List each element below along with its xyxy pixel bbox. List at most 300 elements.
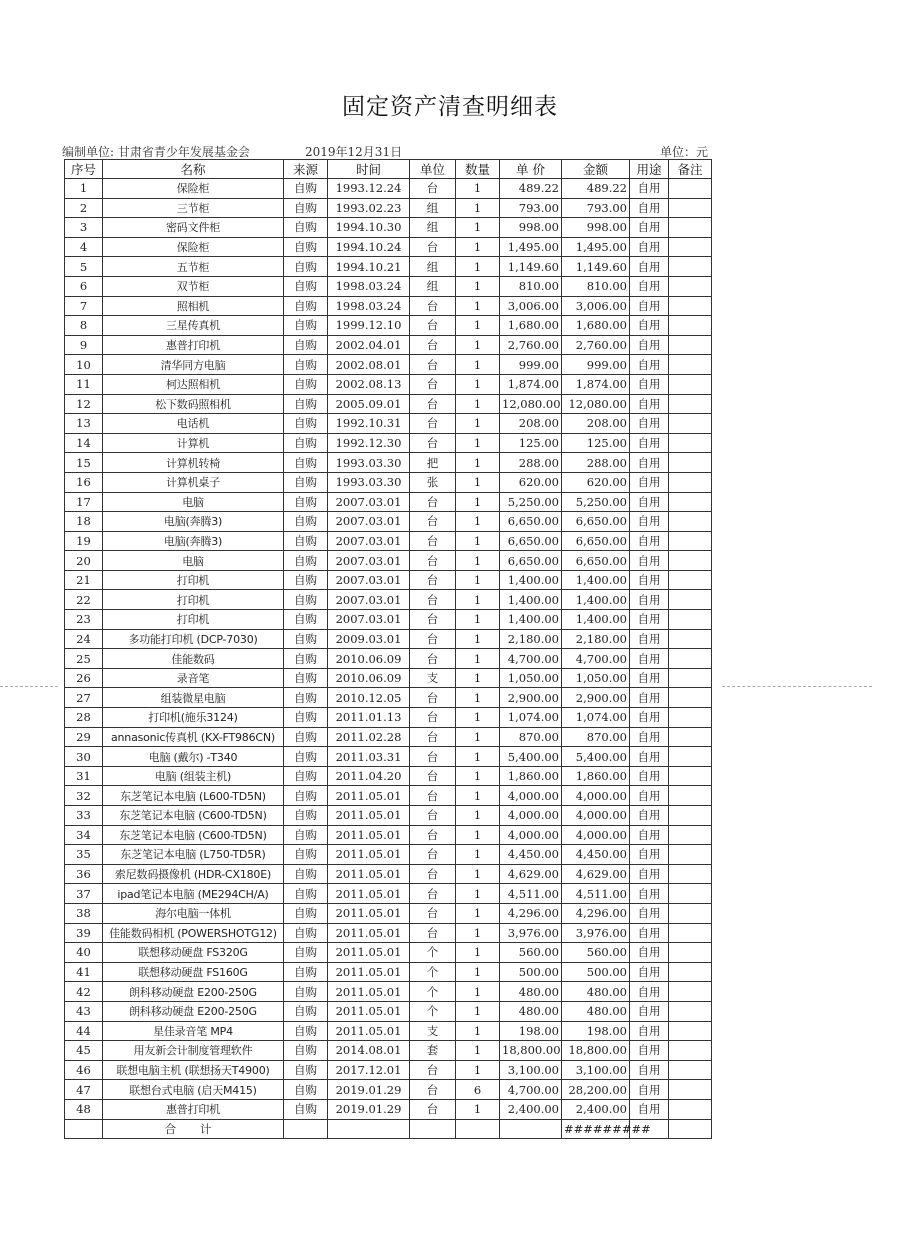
cell-source: 自购 (284, 610, 328, 630)
cell-qty: 1 (456, 747, 500, 767)
cell-note (669, 374, 712, 394)
cell-unit: 台 (410, 394, 456, 414)
cell-unit: 台 (410, 414, 456, 434)
cell-qty: 1 (456, 414, 500, 434)
cell-source: 自购 (284, 649, 328, 669)
cell-qty: 1 (456, 727, 500, 747)
cell-date: 1994.10.21 (328, 257, 410, 277)
cell-source: 自购 (284, 962, 328, 982)
cell-qty: 1 (456, 1001, 500, 1021)
cell-seq: 41 (65, 962, 103, 982)
cell-amount: 2,400.00 (562, 1099, 630, 1119)
cell-price: 4,296.00 (500, 903, 562, 923)
cell-note (669, 962, 712, 982)
cell-amount: 4,000.00 (562, 786, 630, 806)
cell-price: 810.00 (500, 276, 562, 296)
cell-amount: 480.00 (562, 982, 630, 1002)
cell-source: 自购 (284, 296, 328, 316)
cell-qty: 1 (456, 492, 500, 512)
cell-unit: 台 (410, 688, 456, 708)
cell-usage: 自用 (630, 825, 669, 845)
cell-name: ipad笔记本电脑 (ME294CH/A) (103, 884, 284, 904)
table-row (65, 668, 712, 688)
cell-note (669, 923, 712, 943)
cell-price: 18,800.00 (500, 1041, 562, 1061)
header-note: 备注 (669, 160, 712, 179)
table-row (65, 747, 712, 767)
cell-amount: 1,495.00 (562, 237, 630, 257)
cell-note (669, 629, 712, 649)
cell-name: 计算机桌子 (103, 472, 284, 492)
cell-source: 自购 (284, 316, 328, 336)
cell-amount: 810.00 (562, 276, 630, 296)
table-row (65, 864, 712, 884)
cell-note (669, 688, 712, 708)
cell-name: 清华同方电脑 (103, 355, 284, 375)
cell-name: 联想移动硬盘 FS320G (103, 943, 284, 963)
cell-unit: 把 (410, 453, 456, 473)
cell-usage: 自用 (630, 727, 669, 747)
cell-amount: 999.00 (562, 355, 630, 375)
cell-seq: 48 (65, 1099, 103, 1119)
cell-usage: 自用 (630, 335, 669, 355)
cell-note (669, 1001, 712, 1021)
cell-qty: 1 (456, 962, 500, 982)
cell-usage: 自用 (630, 276, 669, 296)
cell-unit: 组 (410, 257, 456, 277)
cell-name: 联想电脑主机 (联想扬天T4900) (103, 1060, 284, 1080)
cell-usage: 自用 (630, 982, 669, 1002)
header-price: 单 价 (500, 160, 562, 179)
cell-unit: 台 (410, 786, 456, 806)
cell-unit: 台 (410, 864, 456, 884)
cell-note (669, 1080, 712, 1100)
table-row (65, 453, 712, 473)
cell-name: 佳能数码 (103, 649, 284, 669)
cell-amount: 5,400.00 (562, 747, 630, 767)
cell-seq: 30 (65, 747, 103, 767)
cell-date: 2011.05.01 (328, 903, 410, 923)
cell-price: 620.00 (500, 472, 562, 492)
cell-seq: 8 (65, 316, 103, 336)
cell-source: 自购 (284, 903, 328, 923)
cell-price: 4,511.00 (500, 884, 562, 904)
table-row (65, 727, 712, 747)
cell-usage: 自用 (630, 590, 669, 610)
cell-usage: 自用 (630, 747, 669, 767)
cell-name: 惠普打印机 (103, 1099, 284, 1119)
table-row (65, 943, 712, 963)
cell-price: 2,400.00 (500, 1099, 562, 1119)
cell-note (669, 1099, 712, 1119)
cell-name: 星佳录音笔 MP4 (103, 1021, 284, 1041)
cell-unit: 台 (410, 316, 456, 336)
cell-amount: 4,700.00 (562, 649, 630, 669)
cell-price: 489.22 (500, 179, 562, 199)
cell-qty: 1 (456, 296, 500, 316)
cell-note (669, 884, 712, 904)
cell-note (669, 982, 712, 1002)
cell-unit: 台 (410, 845, 456, 865)
cell-source: 自购 (284, 394, 328, 414)
table-row (65, 414, 712, 434)
cell-unit: 支 (410, 1021, 456, 1041)
cell-date: 2011.04.20 (328, 766, 410, 786)
cell-note (669, 747, 712, 767)
cell-usage: 自用 (630, 864, 669, 884)
table-row (65, 649, 712, 669)
cell-unit: 个 (410, 962, 456, 982)
cell-note (669, 649, 712, 669)
table-row (65, 1099, 712, 1119)
page-title: 固定资产清查明细表 (342, 94, 558, 120)
cell-usage: 自用 (630, 610, 669, 630)
cell-qty: 1 (456, 629, 500, 649)
cell-note (669, 727, 712, 747)
cell-note (669, 766, 712, 786)
cell-source: 自购 (284, 806, 328, 826)
cell-qty: 1 (456, 198, 500, 218)
cell-unit: 台 (410, 1080, 456, 1100)
cell-date: 1992.12.30 (328, 433, 410, 453)
cell-date: 2007.03.01 (328, 551, 410, 571)
cell-source: 自购 (284, 414, 328, 434)
table-row (65, 962, 712, 982)
cell-amount: 4,450.00 (562, 845, 630, 865)
cell-unit: 组 (410, 276, 456, 296)
table-row (65, 276, 712, 296)
cell-qty: 1 (456, 1021, 500, 1041)
cell-usage: 自用 (630, 845, 669, 865)
cell-amount: 208.00 (562, 414, 630, 434)
table-row (65, 433, 712, 453)
currency-unit: 单位：元 (659, 145, 708, 159)
cell-amount: 1,400.00 (562, 610, 630, 630)
cell-seq: 21 (65, 570, 103, 590)
cell-amount: 1,074.00 (562, 708, 630, 728)
cell-source: 自购 (284, 257, 328, 277)
cell-qty: 1 (456, 1041, 500, 1061)
cell-usage: 自用 (630, 1021, 669, 1041)
cell-qty: 1 (456, 374, 500, 394)
cell-qty: 1 (456, 531, 500, 551)
header-amount: 金额 (562, 160, 630, 179)
cell-qty: 1 (456, 845, 500, 865)
cell-date: 2007.03.01 (328, 590, 410, 610)
cell-qty: 1 (456, 512, 500, 532)
cell-amount: 1,400.00 (562, 570, 630, 590)
table-row (65, 708, 712, 728)
cell-date: 2005.09.01 (328, 394, 410, 414)
total-empty-cell (669, 1119, 712, 1138)
cell-amount: 1,874.00 (562, 374, 630, 394)
table-row (65, 237, 712, 257)
table-row (65, 825, 712, 845)
cell-qty: 1 (456, 610, 500, 630)
cell-price: 1,400.00 (500, 590, 562, 610)
cell-unit: 台 (410, 825, 456, 845)
cell-seq: 18 (65, 512, 103, 532)
cell-usage: 自用 (630, 1060, 669, 1080)
cell-date: 1994.10.24 (328, 237, 410, 257)
cell-date: 2002.08.01 (328, 355, 410, 375)
cell-name: 东芝笔记本电脑 (L600-TD5N) (103, 786, 284, 806)
cell-amount: 4,511.00 (562, 884, 630, 904)
cell-price: 4,000.00 (500, 786, 562, 806)
table-row (65, 492, 712, 512)
cell-price: 500.00 (500, 962, 562, 982)
cell-price: 998.00 (500, 218, 562, 238)
cell-qty: 1 (456, 237, 500, 257)
cell-note (669, 1060, 712, 1080)
cell-source: 自购 (284, 472, 328, 492)
cell-usage: 自用 (630, 296, 669, 316)
cell-name: 电脑 (组装主机) (103, 766, 284, 786)
cell-note (669, 414, 712, 434)
cell-usage: 自用 (630, 1099, 669, 1119)
cell-seq: 23 (65, 610, 103, 630)
cell-name: 三节柜 (103, 198, 284, 218)
cell-name: 三星传真机 (103, 316, 284, 336)
cell-qty: 1 (456, 316, 500, 336)
cell-seq: 6 (65, 276, 103, 296)
cell-name: annasonic传真机 (KX-FT986CN) (103, 727, 284, 747)
cell-qty: 1 (456, 708, 500, 728)
cell-note (669, 845, 712, 865)
cell-price: 6,650.00 (500, 512, 562, 532)
cell-qty: 1 (456, 453, 500, 473)
cell-amount: 793.00 (562, 198, 630, 218)
cell-date: 2011.05.01 (328, 786, 410, 806)
cell-usage: 自用 (630, 257, 669, 277)
cell-price: 480.00 (500, 1001, 562, 1021)
cell-date: 2007.03.01 (328, 531, 410, 551)
cell-qty: 1 (456, 982, 500, 1002)
total-row (65, 1119, 712, 1138)
cell-seq: 14 (65, 433, 103, 453)
cell-date: 2007.03.01 (328, 570, 410, 590)
cell-amount: 288.00 (562, 453, 630, 473)
cell-date: 2011.05.01 (328, 884, 410, 904)
table-row (65, 472, 712, 492)
cell-note (669, 668, 712, 688)
cell-seq: 38 (65, 903, 103, 923)
cell-name: 东芝笔记本电脑 (C600-TD5N) (103, 825, 284, 845)
cell-amount: 998.00 (562, 218, 630, 238)
cell-price: 208.00 (500, 414, 562, 434)
cell-source: 自购 (284, 943, 328, 963)
cell-seq: 46 (65, 1060, 103, 1080)
table-row (65, 786, 712, 806)
cell-price: 1,074.00 (500, 708, 562, 728)
cell-price: 1,874.00 (500, 374, 562, 394)
cell-unit: 组 (410, 198, 456, 218)
cell-source: 自购 (284, 747, 328, 767)
cell-source: 自购 (284, 884, 328, 904)
cell-note (669, 1041, 712, 1061)
cell-seq: 32 (65, 786, 103, 806)
cell-unit: 台 (410, 903, 456, 923)
cell-seq: 35 (65, 845, 103, 865)
cell-seq: 36 (65, 864, 103, 884)
table-row (65, 1001, 712, 1021)
cell-usage: 自用 (630, 943, 669, 963)
cell-note (669, 551, 712, 571)
cell-price: 560.00 (500, 943, 562, 963)
cell-price: 6,650.00 (500, 531, 562, 551)
cell-date: 2002.04.01 (328, 335, 410, 355)
cell-date: 1993.12.24 (328, 179, 410, 199)
cell-unit: 台 (410, 649, 456, 669)
cell-usage: 自用 (630, 786, 669, 806)
header-source: 来源 (284, 160, 328, 179)
cell-qty: 1 (456, 1060, 500, 1080)
cell-amount: 1,149.60 (562, 257, 630, 277)
cell-date: 2011.01.13 (328, 708, 410, 728)
cell-note (669, 198, 712, 218)
cell-source: 自购 (284, 433, 328, 453)
cell-usage: 自用 (630, 708, 669, 728)
cell-name: 密码文件柜 (103, 218, 284, 238)
cell-unit: 台 (410, 708, 456, 728)
cell-date: 2017.12.01 (328, 1060, 410, 1080)
cell-amount: 4,000.00 (562, 806, 630, 826)
cell-usage: 自用 (630, 551, 669, 571)
cell-qty: 1 (456, 179, 500, 199)
cell-source: 自购 (284, 1021, 328, 1041)
table-row (65, 355, 712, 375)
cell-source: 自购 (284, 766, 328, 786)
cell-date: 2011.05.01 (328, 923, 410, 943)
cell-price: 5,400.00 (500, 747, 562, 767)
cell-source: 自购 (284, 1001, 328, 1021)
cell-note (669, 825, 712, 845)
total-empty-cell (456, 1119, 500, 1138)
cell-unit: 台 (410, 433, 456, 453)
cell-unit: 台 (410, 629, 456, 649)
cell-date: 2010.12.05 (328, 688, 410, 708)
cell-amount: 1,860.00 (562, 766, 630, 786)
table-row (65, 688, 712, 708)
cell-source: 自购 (284, 512, 328, 532)
cell-source: 自购 (284, 845, 328, 865)
cell-price: 5,250.00 (500, 492, 562, 512)
cell-seq: 12 (65, 394, 103, 414)
total-empty-cell (284, 1119, 328, 1138)
table-row (65, 884, 712, 904)
cell-seq: 39 (65, 923, 103, 943)
cell-price: 4,450.00 (500, 845, 562, 865)
cell-usage: 自用 (630, 179, 669, 199)
cell-unit: 台 (410, 551, 456, 571)
header-usage: 用途 (630, 160, 669, 179)
cell-usage: 自用 (630, 198, 669, 218)
table-row (65, 1060, 712, 1080)
cell-amount: 489.22 (562, 179, 630, 199)
cell-price: 3,006.00 (500, 296, 562, 316)
total-seq-cell (65, 1119, 103, 1138)
cell-usage: 自用 (630, 355, 669, 375)
cell-name: 惠普打印机 (103, 335, 284, 355)
cell-source: 自购 (284, 237, 328, 257)
cell-qty: 6 (456, 1080, 500, 1100)
cell-source: 自购 (284, 1080, 328, 1100)
cell-name: 柯达照相机 (103, 374, 284, 394)
cell-usage: 自用 (630, 414, 669, 434)
cell-qty: 1 (456, 884, 500, 904)
cell-source: 自购 (284, 1099, 328, 1119)
cell-date: 2010.06.09 (328, 649, 410, 669)
cell-name: 松下数码照相机 (103, 394, 284, 414)
cell-date: 2019.01.29 (328, 1080, 410, 1100)
cell-source: 自购 (284, 708, 328, 728)
cell-note (669, 786, 712, 806)
cell-date: 1993.03.30 (328, 453, 410, 473)
cell-price: 4,629.00 (500, 864, 562, 884)
scan-artifact-line (0, 686, 58, 687)
cell-amount: 560.00 (562, 943, 630, 963)
cell-usage: 自用 (630, 374, 669, 394)
cell-seq: 33 (65, 806, 103, 826)
cell-date: 2011.05.01 (328, 982, 410, 1002)
cell-seq: 7 (65, 296, 103, 316)
cell-note (669, 708, 712, 728)
cell-amount: 1,680.00 (562, 316, 630, 336)
cell-date: 1994.10.30 (328, 218, 410, 238)
cell-qty: 1 (456, 551, 500, 571)
cell-name: 保险柜 (103, 179, 284, 199)
cell-date: 2007.03.01 (328, 610, 410, 630)
cell-amount: 4,000.00 (562, 825, 630, 845)
cell-usage: 自用 (630, 453, 669, 473)
cell-amount: 198.00 (562, 1021, 630, 1041)
cell-usage: 自用 (630, 472, 669, 492)
cell-qty: 1 (456, 766, 500, 786)
cell-usage: 自用 (630, 394, 669, 414)
cell-seq: 19 (65, 531, 103, 551)
cell-seq: 34 (65, 825, 103, 845)
cell-usage: 自用 (630, 923, 669, 943)
cell-date: 2009.03.01 (328, 629, 410, 649)
cell-amount: 620.00 (562, 472, 630, 492)
cell-date: 2011.05.01 (328, 1001, 410, 1021)
table-row (65, 394, 712, 414)
cell-source: 自购 (284, 374, 328, 394)
cell-seq: 43 (65, 1001, 103, 1021)
cell-amount: 4,629.00 (562, 864, 630, 884)
cell-usage: 自用 (630, 688, 669, 708)
cell-unit: 台 (410, 492, 456, 512)
cell-unit: 台 (410, 1099, 456, 1119)
table-row (65, 335, 712, 355)
cell-usage: 自用 (630, 806, 669, 826)
cell-amount: 12,080.00 (562, 394, 630, 414)
table-row (65, 923, 712, 943)
cell-amount: 500.00 (562, 962, 630, 982)
cell-name: 东芝笔记本电脑 (L750-TD5R) (103, 845, 284, 865)
cell-price: 3,100.00 (500, 1060, 562, 1080)
cell-name: 电脑 (103, 551, 284, 571)
cell-unit: 台 (410, 884, 456, 904)
cell-qty: 1 (456, 806, 500, 826)
cell-note (669, 472, 712, 492)
cell-seq: 37 (65, 884, 103, 904)
cell-qty: 1 (456, 570, 500, 590)
table-row (65, 551, 712, 571)
cell-amount: 870.00 (562, 727, 630, 747)
cell-qty: 1 (456, 864, 500, 884)
cell-qty: 1 (456, 218, 500, 238)
